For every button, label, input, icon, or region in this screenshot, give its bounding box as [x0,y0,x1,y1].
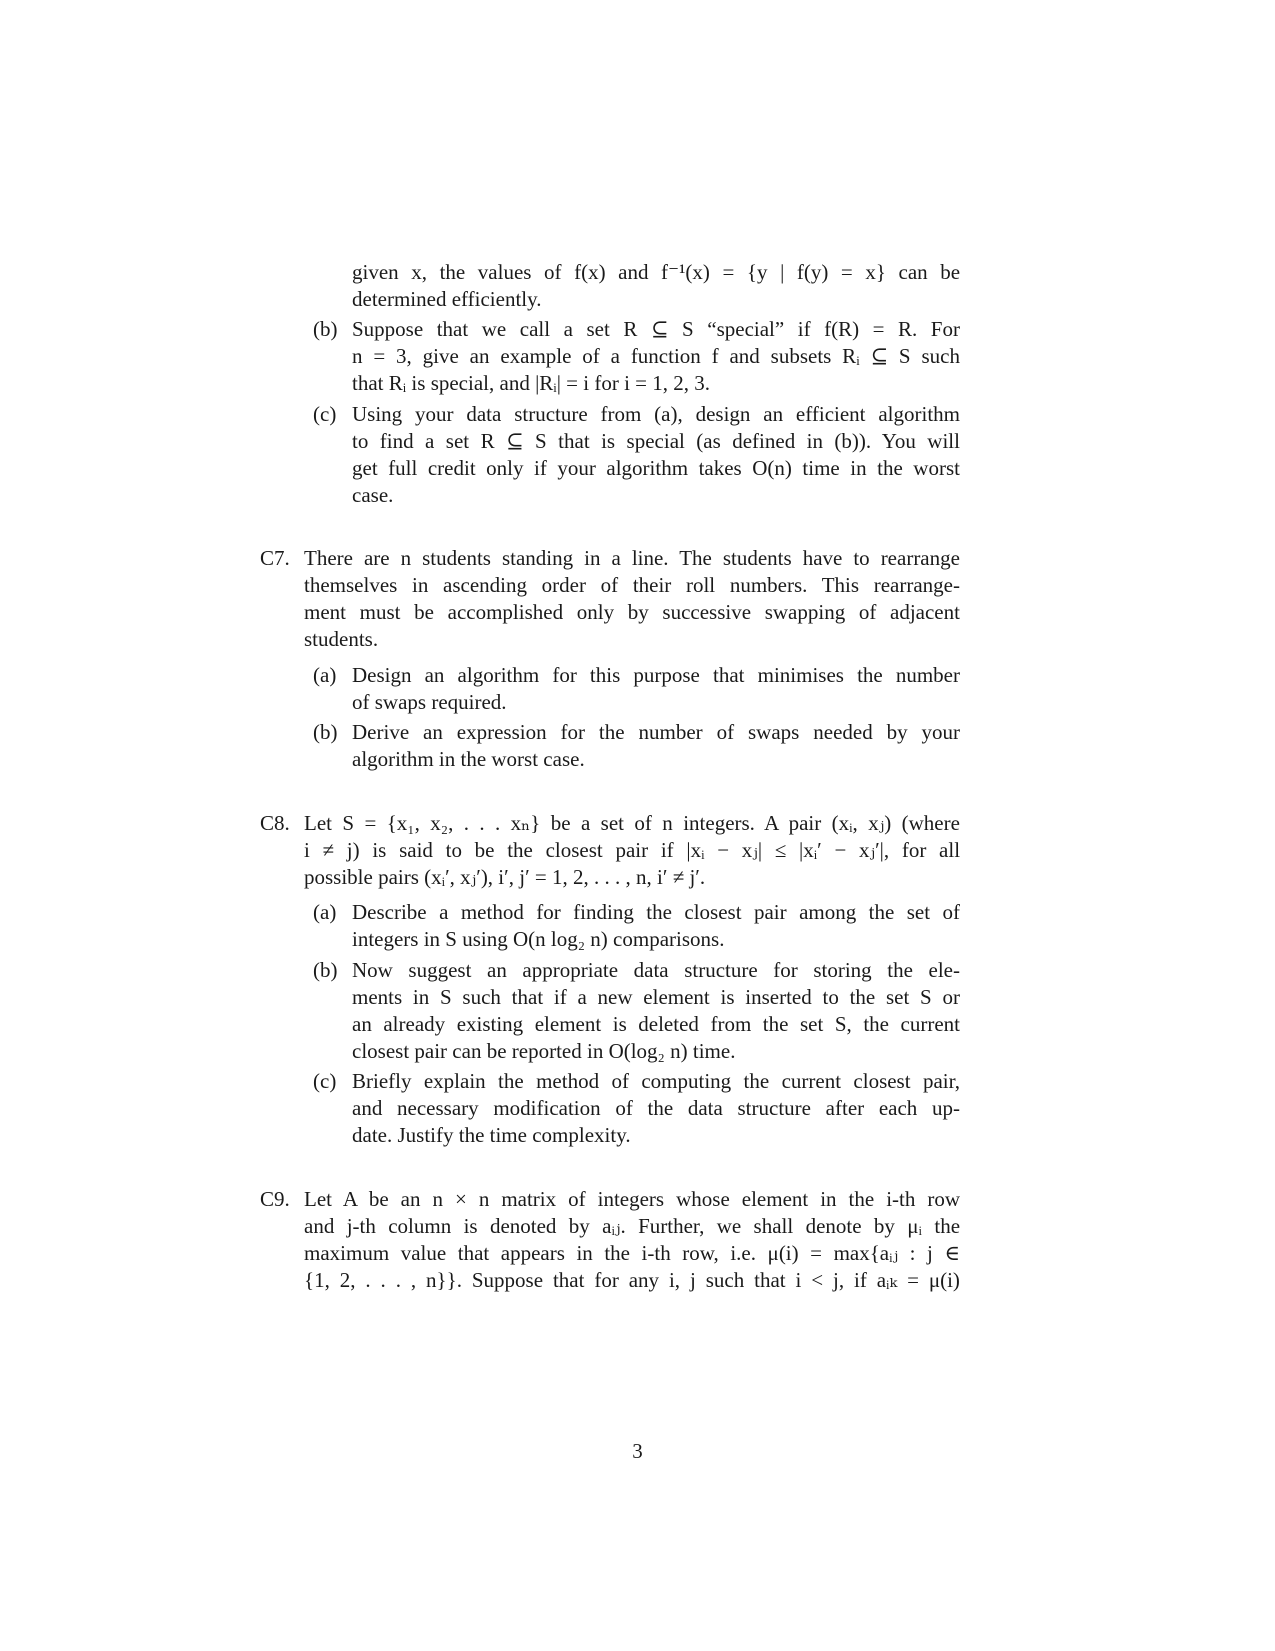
text-line: themselves in ascending order of their roll numbers. This rearrange- [304,573,960,597]
text-line: determined efficiently. [352,287,542,311]
text-line: of swaps required. [352,690,507,714]
text-line: Let A be an n × n matrix of integers whose element in the i-th row [304,1187,960,1211]
text-line: Derive an expression for the number of swaps needed by your [352,720,960,744]
text-line: Briefly explain the method of computing the current closest pair, [352,1069,960,1093]
problem-label: C8. [260,811,290,835]
text-line: Describe a method for finding the closest pair among the set of [352,900,960,924]
text-line: algorithm in the worst case. [352,747,585,771]
problem-label: C9. [260,1187,290,1211]
text-line: integers in S using O(n log₂ n) comparisons. [352,927,725,951]
text-line: There are n students standing in a line. The students have to rearrange [304,546,960,570]
text-line: n = 3, give an example of a function f and subsets Rᵢ ⊆ S such [352,344,960,368]
text-line: Using your data structure from (a), design an efficient algorithm [352,402,960,426]
text-line: and j-th column is denoted by aᵢⱼ. Further, we shall denote by μᵢ the [304,1214,960,1238]
item-label: (c) [313,402,337,426]
text-line: Now suggest an appropriate data structure for storing the ele- [352,958,960,982]
text-line: i ≠ j) is said to be the closest pair if |xᵢ − xⱼ| ≤ |xᵢ′ − xⱼ′|, for all [304,838,960,862]
item-label: (c) [313,1069,337,1093]
text-line: and necessary modification of the data structure after each up- [352,1096,960,1120]
text-line: Design an algorithm for this purpose that minimises the number [352,663,960,687]
item-label: (a) [313,900,337,924]
text-line: ments in S such that if a new element is inserted to the set S or [352,985,960,1009]
text-line: date. Justify the time complexity. [352,1123,631,1147]
text-line: Let S = {x₁, x₂, . . . xₙ} be a set of n integers. A pair (xᵢ, xⱼ) (where [304,811,960,835]
text-line: get full credit only if your algorithm takes O(n) time in the worst [352,456,960,480]
text-line: an already existing element is deleted from the set S, the current [352,1012,960,1036]
text-line: Suppose that we call a set R ⊆ S “special” if f(R) = R. For [352,317,960,341]
item-label: (b) [313,720,338,744]
text-line: case. [352,483,394,507]
text-line: maximum value that appears in the i-th row, i.e. μ(i) = max{aᵢⱼ : j ∈ [304,1241,960,1265]
text-line: to find a set R ⊆ S that is special (as defined in (b)). You will [352,429,960,453]
text-line: closest pair can be reported in O(log₂ n) time. [352,1039,736,1063]
text-line: students. [304,627,379,651]
text-line: given x, the values of f(x) and f⁻¹(x) = {y | f(y) = x} can be [352,260,960,284]
text-line: {1, 2, . . . , n}}. Suppose that for any i, j such that i < j, if aᵢₖ = μ(i) [304,1268,960,1292]
item-label: (a) [313,663,337,687]
text-line: ment must be accomplished only by successive swapping of adjacent [304,600,960,624]
item-label: (b) [313,958,338,982]
item-label: (b) [313,317,338,341]
text-line: that Rᵢ is special, and |Rᵢ| = i for i = 1, 2, 3. [352,371,711,395]
text-line: possible pairs (xᵢ′, xⱼ′), i′, j′ = 1, 2, . . . , n, i′ ≠ j′. [304,865,706,889]
problem-label: C7. [260,546,290,570]
page-number: 3 [632,1439,643,1463]
